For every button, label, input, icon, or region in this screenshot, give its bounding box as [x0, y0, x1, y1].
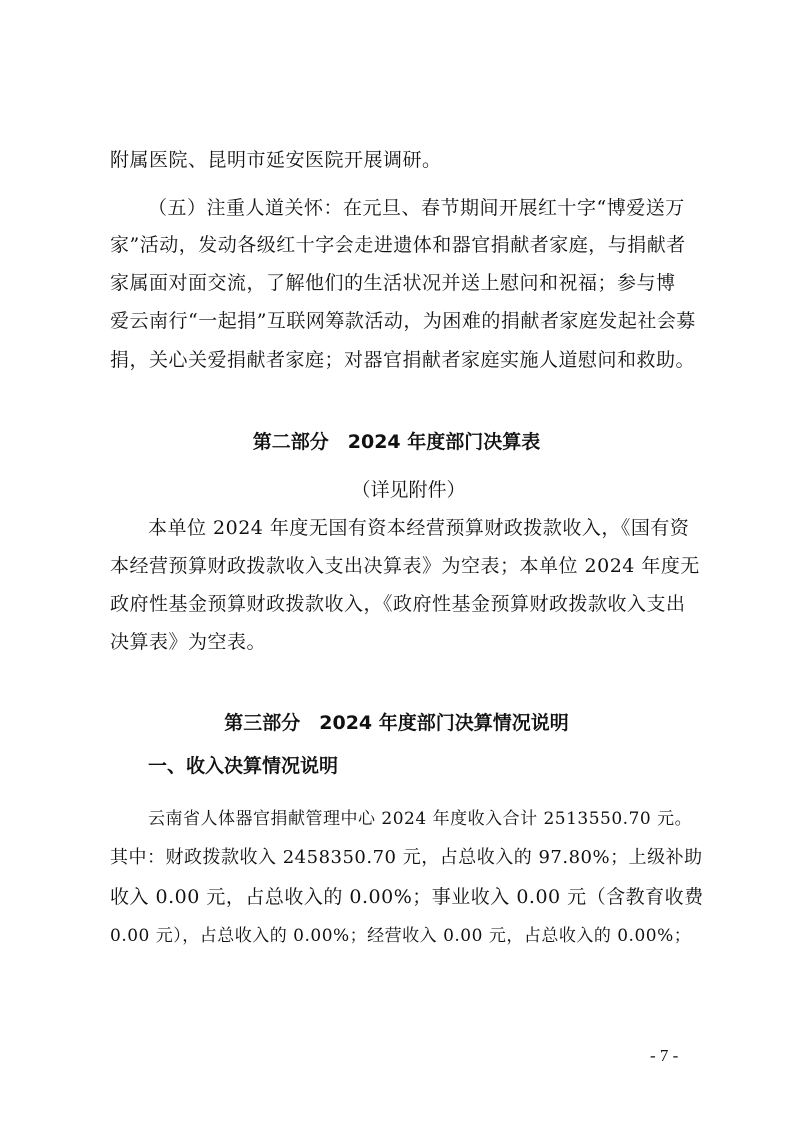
- body-text-line: 附属医院、昆明市延安医院开展调研。: [110, 149, 442, 171]
- body-text-line: 本经营预算财政拨款收入支出决算表》为空表；本单位 2024 年度无: [110, 555, 700, 577]
- section-note: （详见附件）: [351, 479, 466, 501]
- body-text-line: （五）注重人道关怀：在元旦、春节期间开展红十字“博爱送万: [148, 197, 685, 219]
- body-text-line: 其中：财政拨款收入 2458350.70 元，占总收入的 97.80%；上级补助: [110, 847, 703, 868]
- body-text-line: 政府性基金预算财政拨款收入，《政府性基金预算财政拨款收入支出: [110, 593, 686, 615]
- body-text-line: 捐，关心关爱捐献者家庭；对器官捐献者家庭实施人道慰问和救助。: [110, 349, 696, 371]
- body-text-line: 云南省人体器官捐献管理中心 2024 年度收入合计 2513550.70 元。: [148, 809, 693, 829]
- section-heading: 第三部分 2024 年度部门决算情况说明: [224, 712, 569, 734]
- body-text-line: 本单位 2024 年度无国有资本经营预算财政拨款收入，《国有资: [148, 517, 690, 539]
- page-number: - 7 -: [650, 1046, 679, 1065]
- subsection-heading: 一、收入决算情况说明: [148, 755, 339, 777]
- body-text-line: 收入 0.00 元，占总收入的 0.00%；事业收入 0.00 元（含教育收费: [110, 886, 704, 908]
- body-text-line: 爱云南行“一起捐”互联网筹款活动，为困难的捐献者家庭发起社会募: [110, 310, 696, 332]
- body-text-line: 0.00 元），占总收入的 0.00%；经营收入 0.00 元，占总收入的 0.00%；: [110, 926, 692, 946]
- body-text-line: 决算表》为空表。: [110, 631, 267, 653]
- body-text-line: 家”活动，发动各级红十字会走进遗体和器官捐献者家庭，与捐献者: [110, 234, 686, 256]
- body-text-line: 家属面对面交流，了解他们的生活状况并送上慰问和祝福；参与博: [110, 272, 676, 294]
- section-heading: 第二部分 2024 年度部门决算表: [252, 431, 541, 453]
